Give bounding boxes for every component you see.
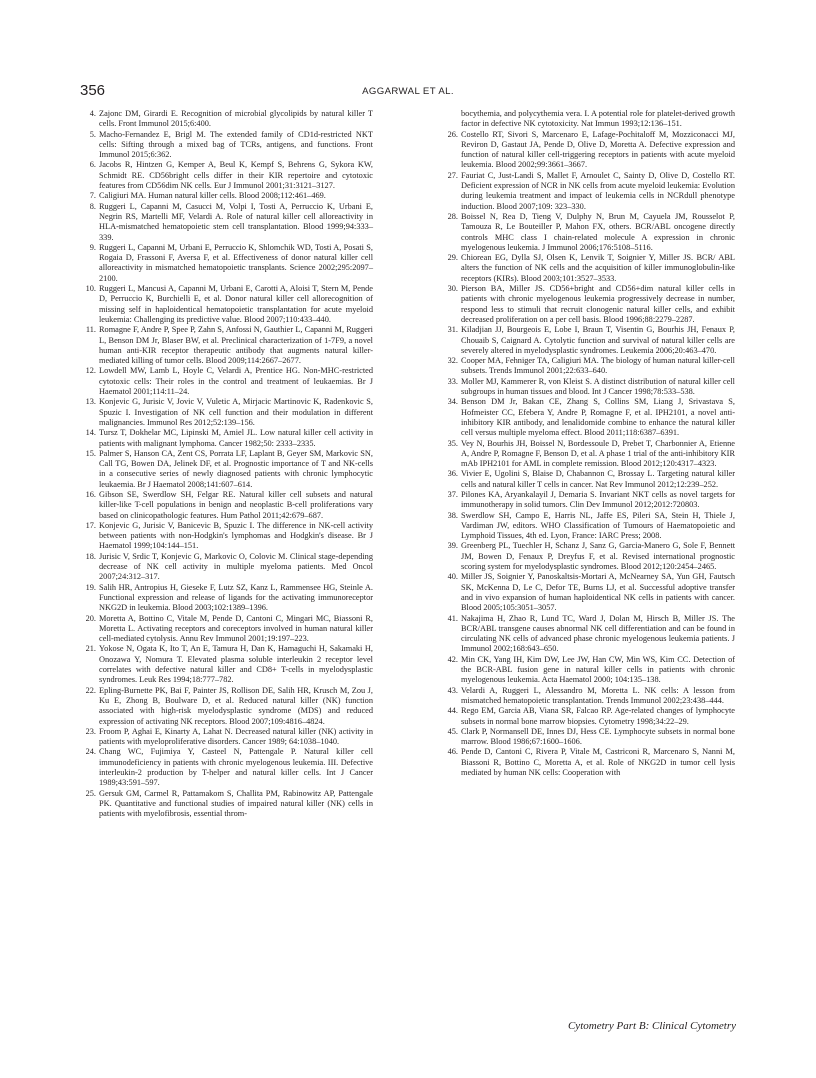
reference-entry	[441, 572, 735, 613]
reference-number: 36.	[447, 469, 458, 479]
reference-entry	[79, 109, 373, 130]
reference-text: Rego EM, Garcia AB, Viana SR, Falcao RP. Age-related changes of lymphocyte subsets in normal bone marrow biopsies. Cytometry 1998;34:22–29.	[461, 706, 735, 726]
reference-text: Costello RT, Sivori S, Marcenaro E, Lafage-Pochitaloff M, Mozziconacci MJ, Reviron D, Gastaut JA, Pende D, Olive D, Moretta A. Defective expression and function of natural killer cell-triggering receptors in patients with acute myeloid leukemia. Blood 2002;99:3661–3667.	[461, 129, 735, 170]
reference-text: Palmer S, Hanson CA, Zent CS, Porrata LF, Laplant B, Geyer SM, Markovic SN, Call TG, Bowen DA, Jelinek DF, et al. Prognostic importance of T and NK-cells in a consecutive series of newly diagnosed patients with chronic lymphocytic leukaemia. Br J Haematol 2008;141:607–614.	[99, 448, 373, 489]
reference-number: 45.	[447, 726, 458, 736]
reference-text: Ruggeri L, Capanni M, Urbani E, Perruccio K, Shlomchik WD, Tosti A, Posati S, Rogaia D, Frassoni F, Aversa F, et al. Effectiveness of donor natural killer cell alloreactivity in mismatched hematopoietic transplants. Science 2002;295:2097–2100.	[99, 242, 373, 283]
reference-column-left	[79, 109, 373, 819]
reference-number: 12.	[85, 366, 96, 376]
reference-entry	[79, 583, 373, 614]
reference-number: 33.	[447, 376, 458, 386]
reference-text: Moller MJ, Kammerer R, von Kleist S. A distinct distribution of natural killer cell subgroups in human tissues and blood. Int J Cancer 1998;78:533–538.	[461, 376, 735, 397]
reference-number: 37.	[447, 489, 458, 499]
reference-text: Ruggeri L, Mancusi A, Capanni M, Urbani E, Carotti A, Aloisi T, Stern M, Pende D, Perruccio K, Burchielli E, et al. Donor natural killer cell allorecognition of missing self in haploidentical hematopoietic transplantation for acute myeloid leukemia: Challenging its predictive value. Blood 2007;110:433–440.	[99, 284, 373, 324]
reference-number: 32.	[447, 356, 458, 366]
reference-number: 20.	[85, 613, 96, 623]
reference-text: Jacobs R, Hintzen G, Kemper A, Beul K, Kempf S, Behrens G, Sykora KW, Schmidt RE. CD56bright cells differ in their KIR repertoire and cytotoxic features from CD56dim NK cells. Eur J Immunol 2001;31:3121–3127.	[99, 160, 373, 191]
reference-text: Chang WC, Fujimiya Y, Casteel N, Pattengale P. Natural killer cell immunodeficiency in patients with chronic myelogenous leukemia. III. Defective interleukin-2 production by T-helper and natural killer cells. Int J Cancer 1989;43:591–597.	[99, 747, 373, 788]
reference-text: Gibson SE, Swerdlow SH, Felgar RE. Natural killer cell subsets and natural killer-like T-cell populations in benign and neoplastic B-cell proliferations vary based on clinicopathologic features. Hum Pathol 2011;42:679–687.	[99, 489, 373, 520]
reference-entry	[79, 614, 373, 645]
reference-text: Fauriat C, Just-Landi S, Mallet F, Arnoulet C, Sainty D, Olive D, Costello RT. Deficient expression of NCR in NK cells from acute myeloid leukemia: Evolution during leukemia treatment and impact of leukemia cells in NCRdull phenotype induction. Blood 2007;109: 323–330.	[461, 170, 735, 211]
reference-number: 4.	[89, 109, 96, 118]
reference-number: 19.	[85, 582, 96, 592]
reference-text: Epling-Burnette PK, Bai F, Painter JS, Rollison DE, Salih HR, Krusch M, Zou J, Ku E, Zhong B, Boulware D, et al. Reduced natural killer (NK) function associated with high-risk myelodysplastic syndrome (MDS) and reduced expression of activating NK receptors. Blood 2007;109:4816–4824.	[99, 685, 373, 726]
reference-text: Yokose N, Ogata K, Ito T, An E, Tamura H, Dan K, Hamaguchi H, Sakamaki H, Onozawa Y, Nomura T. Elevated plasma soluble interleukin 2 receptor level correlates with defective natural killer and CD8+ T-cells in myelodysplastic syndromes. Leuk Res 1994;18:777–782.	[99, 644, 373, 685]
reference-text: Velardi A, Ruggeri L, Alessandro M, Moretta L. NK cells: A lesson from mismatched hematopoietic transplantation. Trends Immunol 2002;23:438–444.	[461, 685, 735, 705]
reference-number: 28.	[447, 211, 458, 221]
reference-text: Konjevic G, Jurisic V, Banicevic B, Spuzic I. The difference in NK-cell activity between patients with non-Hodgkin's lymphomas and Hodgkin's disease. Br J Haematol 1999;104:144–151.	[99, 520, 373, 551]
reference-entry	[441, 356, 735, 377]
reference-entry	[79, 130, 373, 161]
reference-text: Min CK, Yang IH, Kim DW, Lee JW, Han CW, Min WS, Kim CC. Detection of the BCR-ABL fusion gene in natural killer cells in patients with chronic myelogenous leukemia. Acta Haematol 2000; 104:135–138.	[461, 654, 735, 685]
reference-number: 41.	[447, 613, 458, 623]
reference-text: Cooper MA, Fehniger TA, Caligiuri MA. The biology of human natural killer-cell subsets. Trends Immunol 2001;22:633–640.	[461, 356, 735, 376]
reference-number: 15.	[85, 448, 96, 458]
reference-entry	[79, 325, 373, 366]
reference-number: 6.	[89, 160, 96, 170]
reference-entry	[79, 644, 373, 685]
reference-entry	[79, 428, 373, 449]
reference-number: 29.	[447, 253, 458, 263]
reference-number: 11.	[85, 325, 96, 335]
reference-number: 7.	[89, 191, 96, 201]
reference-text: Froom P, Aghai E, Kinarty A, Lahat N. Decreased natural killer (NK) activity in patients with myeloproliferative disorders. Cancer 1989; 64:1038–1040.	[99, 726, 373, 747]
reference-entry	[441, 397, 735, 438]
reference-number: 9.	[89, 242, 96, 252]
reference-entry	[441, 614, 735, 655]
reference-entry	[79, 160, 373, 191]
reference-column-right	[441, 109, 735, 778]
reference-text: Lowdell MW, Lamb L, Hoyle C, Velardi A, Prentice HG. Non-MHC-restricted cytotoxic cells: Their roles in the control and treatment of leukaemias. Br J Haematol 2001;114:11–24.	[99, 366, 373, 397]
reference-number: 23.	[85, 726, 96, 736]
reference-text: Nakajima H, Zhao R, Lund TC, Ward J, Dolan M, Hirsch B, Miller JS. The BCR/ABL transgene causes abnormal NK cell differentiation and can be found in circulating NK cells of advanced phase chronic myelogenous leukemia patients. J Immunol 2002;168:643–650.	[461, 613, 735, 654]
reference-text: Clark P, Normansell DE, Innes DJ, Hess CE. Lymphocyte subsets in normal bone marrow. Blood 1986;67:1600–1606.	[461, 726, 735, 747]
reference-entry	[79, 397, 373, 428]
reference-text: Benson DM Jr, Bakan CE, Zhang S, Collins SM, Liang J, Srivastava S, Hofmeister CC, Efebera Y, Andre P, Romagne F, et al. IPH2101, a novel anti-inhibitory KIR antibody, and lenalidomide combine to enhance the natural killer cell versus multiple myeloma effect. Blood 2011;118:6387–6391.	[461, 397, 735, 438]
reference-text: Kiladjian JJ, Bourgeois E, Lobe I, Braun T, Visentin G, Bourhis JH, Fenaux P, Chouaib S, Caignard A. Cytolytic function and survival of natural killer cells are severely altered in myelodysplastic syndromes. Leukemia 2006;20:463–470.	[461, 325, 735, 355]
reference-entry	[79, 686, 373, 727]
reference-text: Vivier E, Ugolini S, Blaise D, Chabannon C, Brossay L. Targeting natural killer cells and natural killer T cells in cancer. Nat Rev Immunol 2012;12:239–252.	[461, 469, 735, 489]
running-head: AGGARWAL ET AL.	[362, 86, 454, 97]
reference-number: 30.	[447, 284, 458, 294]
reference-number: 39.	[447, 541, 458, 551]
reference-text: Pende D, Cantoni C, Rivera P, Vitale M, Castriconi R, Marcenaro S, Nanni M, Biassoni R, Bottino C, Moretta A, et al. Role of NKG2D in tumor cell lysis mediated by human NK cells: Cooperation with	[461, 747, 735, 777]
reference-entry	[441, 253, 735, 284]
reference-number: 21.	[85, 644, 96, 654]
reference-text: Konjevic G, Jurisic V, Jovic V, Vuletic A, Mirjacic Martinovic K, Radenkovic S, Spuzic I. Investigation of NK cell function and their modulation in different malignancies. Immunol Res 2012;52:139–156.	[99, 397, 373, 427]
reference-entry	[441, 171, 735, 212]
reference-entry	[441, 747, 735, 778]
reference-text: Salih HR, Antropius H, Gieseke F, Lutz SZ, Kanz L, Rammensee HG, Steinle A. Functional expression and release of ligands for the activating immunoreceptor NKG2D in leukemia. Blood 2003;102:1389–1396.	[99, 582, 373, 613]
reference-entry	[441, 469, 735, 490]
reference-entry	[79, 191, 373, 201]
reference-text: Ruggeri L, Capanni M, Casucci M, Volpi I, Tosti A, Perruccio K, Urbani E, Negrin RS, Martelli MF, Velardi A. Role of natural killer cell alloreactivity in HLA-mismatched hematopoietic stem cell transplantation. Blood 1999;94:333–339.	[99, 201, 373, 242]
reference-text: Jurisic V, Srdic T, Konjevic G, Markovic O, Colovic M. Clinical stage-depending decrease of NK cell activity in multiple myeloma patients. Med Oncol 2007;24:312–317.	[99, 551, 373, 582]
reference-number: 26.	[447, 129, 458, 139]
reference-number: 34.	[447, 397, 458, 407]
reference-entry	[441, 439, 735, 470]
reference-entry	[441, 377, 735, 398]
reference-number: 46.	[447, 747, 458, 757]
reference-number: 40.	[447, 572, 458, 582]
reference-entry	[441, 130, 735, 171]
reference-continuation: bocythemia, and polycythemia vera. I. A potential role for platelet-derived growth factor in defective NK cytotoxicity. Nat Immun 1993;12:136–151.	[461, 109, 735, 129]
reference-entry	[441, 325, 735, 356]
reference-entry	[441, 511, 735, 542]
reference-entry	[79, 490, 373, 521]
reference-number: 25.	[85, 788, 96, 798]
reference-text: Tursz T, Dokhelar MC, Lipinski M, Amiel JL. Low natural killer cell activity in patients with malignant lymphoma. Cancer 1982;50: 2333–2335.	[99, 428, 373, 448]
reference-number: 14.	[85, 428, 96, 438]
reference-number: 38.	[447, 510, 458, 520]
reference-entry	[79, 449, 373, 490]
reference-entry	[441, 212, 735, 253]
reference-entry	[79, 747, 373, 788]
reference-number: 43.	[447, 685, 458, 695]
reference-entry	[79, 243, 373, 284]
reference-number: 42.	[447, 654, 458, 664]
reference-number: 8.	[89, 201, 96, 211]
reference-entry	[441, 655, 735, 686]
reference-number: 44.	[447, 706, 458, 716]
reference-entry	[79, 789, 373, 820]
page-number: 356	[80, 82, 106, 99]
reference-text: Vey N, Bourhis JH, Boissel N, Bordessoule D, Prebet T, Charbonnier A, Etienne A, Andre P, Romagne F, Benson D, et al. A phase 1 trial of the anti-inhibitory KIR mAb IPH2101 for AML in complete remission. Blood 2012;120:4317–4323.	[461, 438, 735, 469]
reference-entry	[79, 366, 373, 397]
reference-text: Boissel N, Rea D, Tieng V, Dulphy N, Brun M, Cayuela JM, Rousselot P, Tamouza R, Le Bouteiller P, Mahon FX, others. BCR/ABL oncogene directly controls MHC class I chain-related molecule A expression in chronic myelogenous leukemia. J Immunol 2006;176:5108–5116.	[461, 211, 735, 252]
reference-entry	[79, 202, 373, 243]
reference-number: 31.	[447, 325, 458, 335]
reference-entry	[441, 686, 735, 707]
reference-text: Romagne F, Andre P, Spee P, Zahn S, Anfossi N, Gauthier L, Capanni M, Ruggeri L, Benson DM Jr, Blaser BW, et al. Preclinical characterization of 1-7F9, a novel human anti-KIR receptor therapeutic antibody that augments natural killer-mediated killing of tumor cells. Blood 2009;114:2667–2677.	[99, 325, 373, 366]
reference-entry	[79, 521, 373, 552]
reference-number: 10.	[85, 284, 96, 294]
reference-number: 16.	[85, 489, 96, 499]
reference-text: Greenberg PL, Tuechler H, Schanz J, Sanz G, Garcia-Manero G, Sole F, Bennett JM, Bowen D, Fenaux P, Dreyfus F, et al. Revised international prognostic scoring system for myelodysplastic syndromes. Blood 2012;120:2454–2465.	[461, 541, 735, 572]
reference-number: 35.	[447, 438, 458, 448]
reference-text: Zajonc DM, Girardi E. Recognition of microbial glycolipids by natural killer T cells. Front Immunol 2015;6:400.	[99, 109, 373, 129]
reference-entry	[441, 541, 735, 572]
reference-text: Miller JS, Soignier Y, Panoskaltsis-Mortari A, McNearney SA, Yun GH, Fautsch SK, McKenna D, Le C, Defor TE, Burns LJ, et al. Successful adoptive transfer and in vivo expansion of human haploidentical NK cells in patients with cancer. Blood 2005;105:3051–3057.	[461, 572, 735, 613]
reference-text: Pierson BA, Miller JS. CD56+bright and CD56+dim natural killer cells in patients with chronic myelogenous leukemia progressively decrease in number, respond less to stimuli that recruit clonogenic natural killer cells, and exhibit decreased proliferation on a per cell basis. Blood 1996;88:2279–2287.	[461, 284, 735, 324]
reference-number: 13.	[85, 397, 96, 407]
reference-text: Chiorean EG, Dylla SJ, Olsen K, Lenvik T, Soignier Y, Miller JS. BCR/ ABL alters the function of NK cells and the acquisition of killer immunoglobulin-like receptors (KIRs). Blood 2003;101:3527–3533.	[461, 253, 735, 283]
reference-entry	[441, 284, 735, 325]
reference-text: Caligiuri MA. Human natural killer cells. Blood 2008;112:461–469.	[99, 191, 326, 201]
reference-number: 5.	[89, 129, 96, 139]
reference-text: Macho-Fernandez E, Brigl M. The extended family of CD1d-restricted NKT cells: Sifting through a mixed bag of TCRs, antigens, and functions. Front Immunol 2015;6:362.	[99, 129, 373, 160]
reference-entry	[79, 284, 373, 325]
reference-text: Gersuk GM, Carmel R, Pattamakom S, Challita PM, Rabinowitz AP, Pattengale PK. Quantitative and functional studies of impaired natural killer (NK) cells in patients with myelofibrosis, essential throm-	[99, 788, 373, 819]
reference-number: 17.	[85, 520, 96, 530]
reference-text: Swerdlow SH, Campo E, Harris NL, Jaffe ES, Pileri SA, Stein H, Thiele J, Vardiman JW, editors. WHO Classification of Tumours of Haematopoietic and Lymphoid Tissues, 4th ed. Lyon, France: IARC Press; 2008.	[461, 510, 735, 541]
reference-text: Moretta A, Bottino C, Vitale M, Pende D, Cantoni C, Mingari MC, Biassoni R, Moretta L. Activating receptors and coreceptors involved in human natural killer cell-mediated cytolysis. Annu Rev Immunol 2001;19:197–223.	[99, 613, 373, 644]
reference-entry	[441, 727, 735, 748]
reference-entry	[441, 706, 735, 727]
reference-entry	[79, 727, 373, 748]
reference-number: 24.	[85, 747, 96, 757]
reference-entry	[441, 490, 735, 511]
reference-number: 27.	[447, 170, 458, 180]
reference-number: 22.	[85, 685, 96, 695]
reference-entry	[79, 552, 373, 583]
journal-footer: Cytometry Part B: Clinical Cytometry	[567, 1020, 736, 1032]
reference-text: Pilones KA, Aryankalayil J, Demaria S. Invariant NKT cells as novel targets for immunotherapy in solid tumors. Clin Dev Immunol 2012;2012:720803.	[461, 489, 735, 510]
reference-number: 18.	[85, 551, 96, 561]
